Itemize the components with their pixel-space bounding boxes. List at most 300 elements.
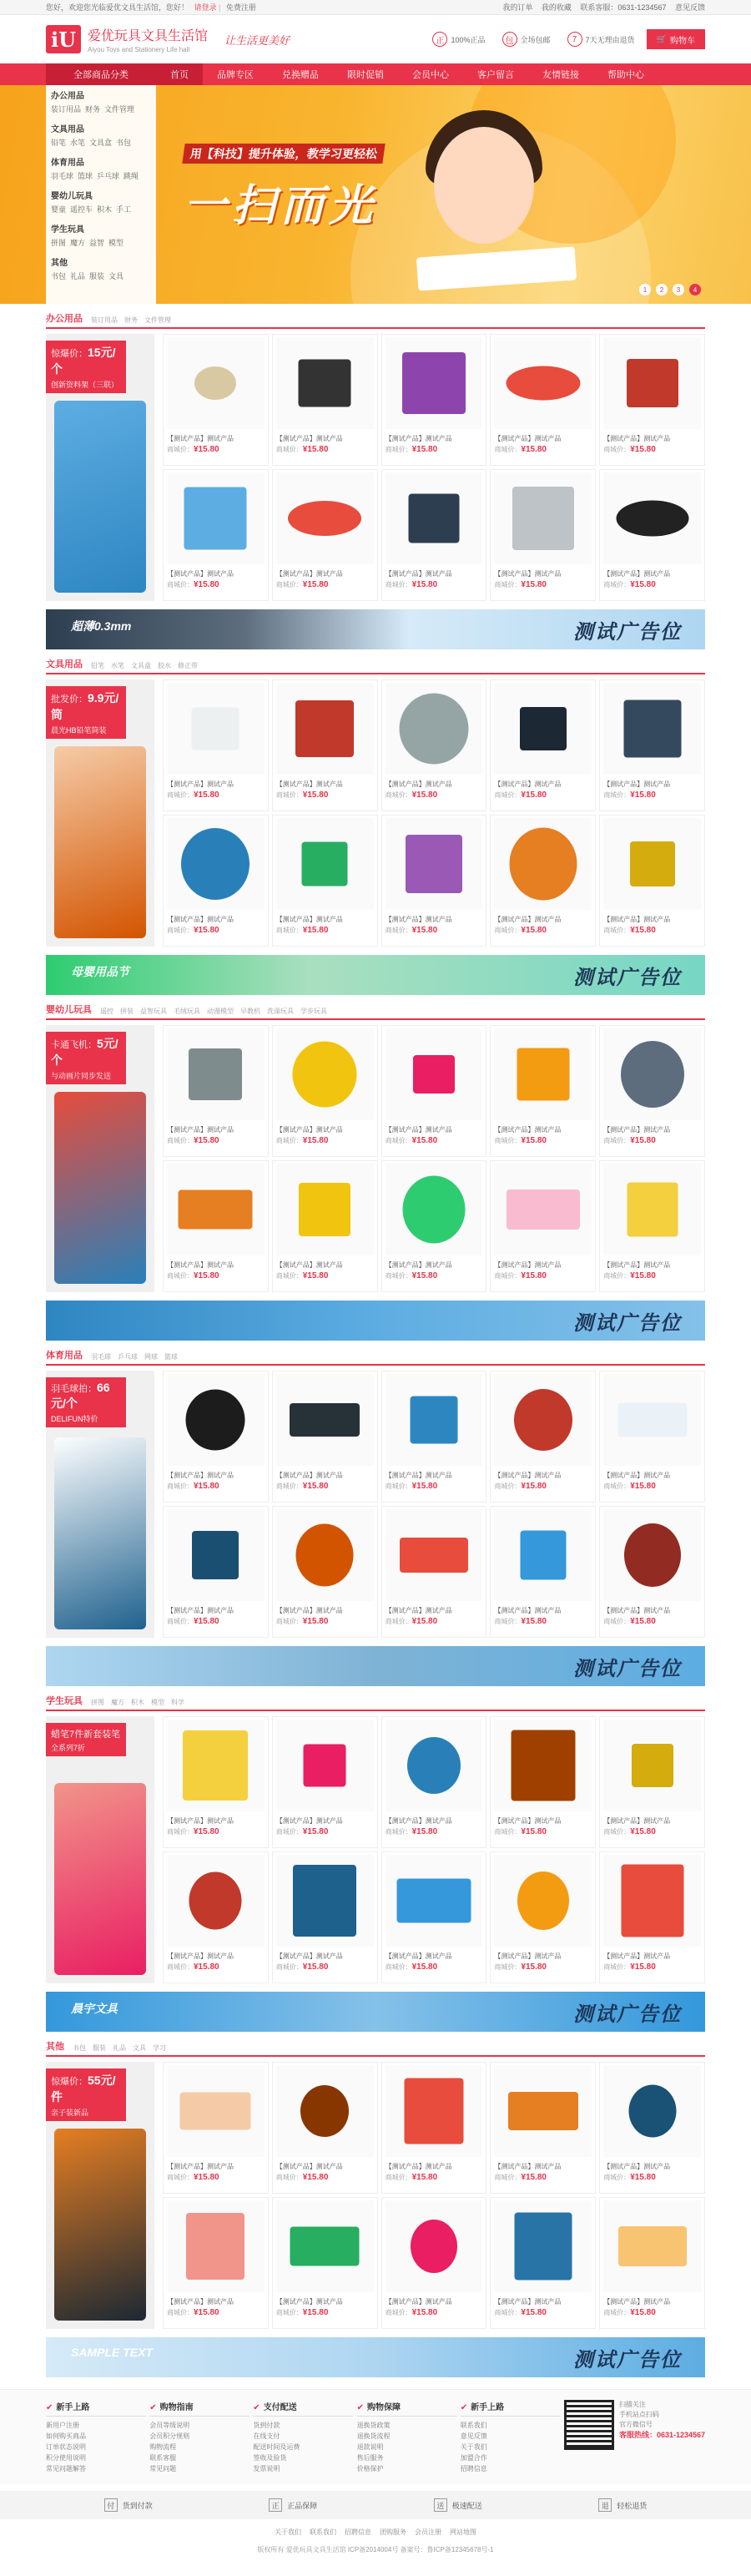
product-name[interactable]: 【测试产品】测试产品 [603,2298,671,2306]
product-image[interactable] [276,337,374,429]
service-link[interactable]: 关于我们 [460,2443,487,2451]
product-image[interactable] [603,472,701,564]
product-name[interactable]: 【测试产品】测试产品 [167,780,234,788]
product-name[interactable]: 【测试产品】测试产品 [603,1817,671,1825]
product-card[interactable] [272,815,378,947]
subcategory-link[interactable]: 积木 [131,1699,144,1706]
footer-link[interactable]: 团购服务 [380,2528,406,2536]
category-link[interactable]: 装订用品 [51,105,82,114]
product-image[interactable] [603,683,701,775]
subcategory-link[interactable]: 服装 [93,2044,106,2052]
product-name[interactable]: 【测试产品】测试产品 [275,780,343,788]
product-image[interactable] [167,472,265,564]
footer-link[interactable]: 联系我们 [310,2528,336,2536]
product-card[interactable] [381,1851,487,1983]
product-image[interactable] [494,472,592,564]
product-name[interactable]: 【测试产品】测试产品 [494,1261,562,1269]
category-link[interactable]: 书包 [51,272,67,280]
product-card[interactable] [490,1716,596,1848]
service-link[interactable]: 会员等级说明 [149,2422,190,2429]
product-card[interactable] [490,1851,596,1983]
product-card[interactable] [381,2197,487,2329]
category-title[interactable]: 其他 [51,259,68,268]
product-name[interactable]: 【测试产品】测试产品 [603,1126,671,1134]
product-name[interactable]: 【测试产品】测试产品 [494,1952,562,1960]
product-card[interactable] [490,1160,596,1292]
category-link[interactable]: 益智 [89,239,105,247]
product-image[interactable] [603,2200,701,2292]
product-image[interactable] [276,1164,374,1255]
service-link[interactable]: 退换货流程 [356,2432,391,2440]
product-image[interactable] [167,818,265,910]
product-card[interactable] [381,1025,487,1157]
service-link[interactable]: 常见问题 [149,2465,177,2472]
product-name[interactable]: 【测试产品】测试产品 [603,1607,671,1614]
ad-banner[interactable] [46,1646,705,1686]
product-card[interactable] [490,1506,596,1638]
category-link[interactable]: 服装 [89,272,105,280]
product-image[interactable] [276,472,374,564]
banner-dot[interactable]: 3 [673,284,684,295]
product-name[interactable]: 【测试产品】测试产品 [603,2163,671,2170]
product-card[interactable] [163,2197,269,2329]
footer-link[interactable]: 招聘信息 [345,2528,371,2536]
subcategory-link[interactable]: 模型 [151,1699,164,1706]
service-link[interactable]: 购物流程 [149,2443,177,2451]
footer-link[interactable]: 网站地图 [450,2528,476,2536]
service-link[interactable]: 常见问题解答 [46,2465,86,2472]
product-name[interactable]: 【测试产品】测试产品 [385,570,452,578]
product-name[interactable]: 【测试产品】测试产品 [385,435,452,442]
subcategory-link[interactable]: 文具盒 [131,662,151,669]
product-card[interactable] [272,1506,378,1638]
service-link[interactable]: 意见反馈 [460,2432,487,2440]
product-name[interactable]: 【测试产品】测试产品 [603,1472,671,1479]
product-card[interactable] [490,1025,596,1157]
subcategory-link[interactable]: 文件管理 [144,316,171,324]
section-promo[interactable] [46,334,154,601]
subcategory-link[interactable]: 遥控 [100,1008,113,1015]
product-name[interactable]: 【测试产品】测试产品 [385,1952,452,1960]
product-card[interactable] [381,1506,487,1638]
service-link[interactable]: 积分使用说明 [46,2454,86,2462]
product-name[interactable]: 【测试产品】测试产品 [167,1261,234,1269]
product-image[interactable] [603,1164,701,1255]
product-image[interactable] [386,683,483,775]
category-link[interactable]: 手工 [116,205,132,214]
subcategory-link[interactable]: 动漫模型 [207,1008,234,1015]
subcategory-link[interactable]: 科学 [171,1699,184,1706]
section-title[interactable]: 文具用品 [46,659,83,669]
product-card[interactable] [381,1371,487,1503]
product-name[interactable]: 【测试产品】测试产品 [385,1817,452,1825]
service-link[interactable]: 加盟合作 [460,2454,487,2462]
product-card[interactable] [163,1716,269,1848]
section-title[interactable]: 其他 [46,2042,64,2052]
product-card[interactable] [381,334,487,466]
product-card[interactable] [381,2062,487,2194]
nav-messages[interactable]: 客户留言 [477,70,514,80]
product-card[interactable] [599,1851,705,1983]
product-image[interactable] [167,1720,265,1811]
product-image[interactable] [167,1028,265,1120]
feedback-link[interactable]: 意见反馈 [674,3,705,12]
category-title[interactable]: 学生玩具 [51,225,84,235]
product-image[interactable] [494,1374,592,1466]
subcategory-link[interactable]: 财务 [124,316,138,324]
subcategory-link[interactable]: 文具 [133,2044,146,2052]
product-card[interactable] [272,469,378,601]
subcategory-link[interactable]: 学步玩具 [300,1008,327,1015]
product-card[interactable] [272,1716,378,1848]
product-card[interactable] [599,1371,705,1503]
product-image[interactable] [386,1028,483,1120]
section-title[interactable]: 学生玩具 [46,1696,83,1706]
product-card[interactable] [381,1716,487,1848]
category-link[interactable]: 婴童 [51,205,67,214]
product-card[interactable] [272,1160,378,1292]
product-card[interactable] [599,334,705,466]
product-card[interactable] [163,815,269,947]
section-title[interactable]: 办公用品 [46,314,83,324]
hero-banner[interactable] [0,85,751,304]
product-image[interactable] [386,2200,483,2292]
product-image[interactable] [167,683,265,775]
product-name[interactable]: 【测试产品】测试产品 [167,570,234,578]
banner-dot[interactable]: 1 [639,284,651,295]
service-link[interactable]: 签收及验货 [253,2454,287,2462]
product-image[interactable] [603,1855,701,1947]
ad-banner[interactable] [46,609,705,649]
service-link[interactable]: 如何购买商品 [46,2432,86,2440]
product-image[interactable] [386,1509,483,1601]
product-image[interactable] [494,1509,592,1601]
category-link[interactable]: 铅笔 [51,139,67,147]
product-image[interactable] [386,1720,483,1811]
category-title[interactable]: 婴幼儿玩具 [51,192,93,201]
subcategory-link[interactable]: 学习 [153,2044,166,2052]
product-card[interactable] [272,334,378,466]
section-title[interactable]: 体育用品 [46,1351,83,1361]
product-name[interactable]: 【测试产品】测试产品 [167,2298,234,2306]
product-image[interactable] [494,1028,592,1120]
subcategory-link[interactable]: 乒乓球 [118,1353,138,1361]
subcategory-link[interactable]: 修正带 [178,662,198,669]
product-name[interactable]: 【测试产品】测试产品 [275,1817,343,1825]
my-favorites-link[interactable]: 我的收藏 [541,3,572,12]
category-link[interactable]: 文件管理 [104,105,135,114]
product-card[interactable] [163,1160,269,1292]
product-card[interactable] [381,1160,487,1292]
service-link[interactable]: 发票说明 [253,2465,280,2472]
product-image[interactable] [494,337,592,429]
category-link[interactable]: 文具盒 [89,139,113,147]
subcategory-link[interactable]: 拼装 [120,1008,134,1015]
product-image[interactable] [167,1374,265,1466]
product-name[interactable]: 【测试产品】测试产品 [167,1607,234,1614]
category-link[interactable]: 遥控车 [70,205,93,214]
nav-help[interactable]: 帮助中心 [607,70,644,80]
service-link[interactable]: 会员积分规则 [149,2432,190,2440]
product-image[interactable] [603,1028,701,1120]
service-link[interactable]: 招聘信息 [460,2465,487,2472]
product-name[interactable]: 【测试产品】测试产品 [494,1126,562,1134]
nav-home[interactable]: 首页 [156,63,203,85]
product-image[interactable] [276,1855,374,1947]
product-name[interactable]: 【测试产品】测试产品 [167,1817,234,1825]
subcategory-link[interactable]: 毛绒玩具 [174,1008,200,1015]
ad-banner[interactable] [46,2337,705,2377]
category-link[interactable]: 水笔 [70,139,86,147]
category-title[interactable]: 体育用品 [51,159,84,168]
subcategory-link[interactable]: 胶水 [158,662,171,669]
footer-link[interactable]: 会员注册 [415,2528,441,2536]
product-name[interactable]: 【测试产品】测试产品 [385,780,452,788]
product-name[interactable]: 【测试产品】测试产品 [275,916,343,923]
register-link[interactable]: 免费注册 [225,3,256,12]
product-card[interactable] [490,469,596,601]
product-card[interactable] [272,2062,378,2194]
product-name[interactable]: 【测试产品】测试产品 [167,1126,234,1134]
subcategory-link[interactable]: 礼品 [113,2044,126,2052]
product-image[interactable] [603,2065,701,2157]
product-image[interactable] [494,683,592,775]
product-image[interactable] [276,2065,374,2157]
product-card[interactable] [163,2062,269,2194]
product-name[interactable]: 【测试产品】测试产品 [275,1952,343,1960]
product-image[interactable] [167,2065,265,2157]
product-name[interactable]: 【测试产品】测试产品 [603,780,671,788]
product-name[interactable]: 【测试产品】测试产品 [603,435,671,442]
product-image[interactable] [167,1164,265,1255]
product-name[interactable]: 【测试产品】测试产品 [385,2298,452,2306]
product-image[interactable] [276,1720,374,1811]
product-name[interactable]: 【测试产品】测试产品 [385,1607,452,1614]
nav-brands[interactable]: 品牌专区 [217,70,254,80]
category-link[interactable]: 书包 [116,139,132,147]
product-card[interactable] [163,679,269,811]
service-link[interactable]: 订单状态说明 [46,2443,86,2451]
footer-link[interactable]: 关于我们 [275,2528,301,2536]
product-card[interactable] [490,2197,596,2329]
product-name[interactable]: 【测试产品】测试产品 [494,2298,562,2306]
product-image[interactable] [167,2200,265,2292]
product-image[interactable] [494,2200,592,2292]
category-link[interactable]: 乒乓球 [97,172,120,180]
subcategory-link[interactable]: 早教机 [240,1008,260,1015]
product-name[interactable]: 【测试产品】测试产品 [385,2163,452,2170]
section-promo[interactable] [46,1371,154,1638]
product-name[interactable]: 【测试产品】测试产品 [494,570,562,578]
service-link[interactable]: 退款说明 [356,2443,384,2451]
category-link[interactable]: 财务 [85,105,101,114]
service-link[interactable]: 配送时间及运费 [253,2443,300,2451]
nav-member[interactable]: 会员中心 [412,70,449,80]
product-name[interactable]: 【测试产品】测试产品 [494,916,562,923]
product-card[interactable] [599,679,705,811]
nav-promotions[interactable]: 限时促销 [347,70,384,80]
logo[interactable]: iU [46,25,81,53]
product-card[interactable] [163,1371,269,1503]
product-card[interactable] [599,2062,705,2194]
product-name[interactable]: 【测试产品】测试产品 [385,916,452,923]
product-card[interactable] [381,469,487,601]
service-link[interactable]: 联系我们 [460,2422,487,2429]
product-card[interactable] [599,1506,705,1638]
category-link[interactable]: 跳绳 [123,172,139,180]
category-link[interactable]: 魔方 [70,239,86,247]
product-name[interactable]: 【测试产品】测试产品 [494,2163,562,2170]
product-image[interactable] [386,337,483,429]
product-name[interactable]: 【测试产品】测试产品 [275,570,343,578]
ad-banner[interactable] [46,1992,705,2032]
product-image[interactable] [494,1720,592,1811]
product-card[interactable] [599,1160,705,1292]
ad-banner[interactable] [46,955,705,995]
login-link[interactable]: 请登录 [194,3,217,12]
product-image[interactable] [276,1374,374,1466]
product-image[interactable] [386,472,483,564]
subcategory-link[interactable]: 装订用品 [91,316,118,324]
service-link[interactable]: 售后服务 [356,2454,384,2462]
all-categories-button[interactable]: 全部商品分类 [46,63,156,85]
service-link[interactable]: 价格保护 [356,2465,384,2472]
product-card[interactable] [599,1025,705,1157]
service-phone-link[interactable]: 联系客服：0631-1234567 [580,3,667,12]
product-image[interactable] [603,1374,701,1466]
product-image[interactable] [494,818,592,910]
subcategory-link[interactable]: 拼图 [91,1699,104,1706]
subcategory-link[interactable]: 铅笔 [91,662,104,669]
product-image[interactable] [386,1374,483,1466]
product-name[interactable]: 【测试产品】测试产品 [167,2163,234,2170]
product-name[interactable]: 【测试产品】测试产品 [603,916,671,923]
product-name[interactable]: 【测试产品】测试产品 [167,1952,234,1960]
category-link[interactable]: 积木 [97,205,113,214]
product-image[interactable] [167,1509,265,1601]
category-link[interactable]: 模型 [108,239,124,247]
product-image[interactable] [603,1509,701,1601]
product-card[interactable] [272,1371,378,1503]
product-name[interactable]: 【测试产品】测试产品 [385,1472,452,1479]
category-link[interactable]: 羽毛球 [51,172,74,180]
product-image[interactable] [603,337,701,429]
product-card[interactable] [381,815,487,947]
nav-gifts[interactable]: 兑换赠品 [282,70,319,80]
service-link[interactable]: 联系客服 [149,2454,177,2462]
subcategory-link[interactable]: 篮球 [164,1353,178,1361]
category-title[interactable]: 办公用品 [51,92,84,101]
product-card[interactable] [163,469,269,601]
product-name[interactable]: 【测试产品】测试产品 [275,1472,343,1479]
product-name[interactable]: 【测试产品】测试产品 [275,2298,343,2306]
product-image[interactable] [386,1164,483,1255]
banner-dot[interactable]: 4 [689,284,701,295]
nav-links[interactable]: 友情链接 [542,70,579,80]
product-image[interactable] [167,337,265,429]
ad-banner[interactable] [46,1301,705,1341]
cart-button[interactable] [647,29,705,49]
product-name[interactable]: 【测试产品】测试产品 [167,1472,234,1479]
product-card[interactable] [599,2197,705,2329]
category-link[interactable]: 文具 [108,272,124,280]
banner-dot[interactable]: 2 [656,284,668,295]
subcategory-link[interactable]: 书包 [73,2044,86,2052]
product-name[interactable]: 【测试产品】测试产品 [167,435,234,442]
section-promo[interactable] [46,1025,154,1292]
category-link[interactable]: 拼图 [51,239,67,247]
product-image[interactable] [386,2065,483,2157]
product-name[interactable]: 【测试产品】测试产品 [494,1607,562,1614]
my-orders-link[interactable]: 我的订单 [502,3,533,12]
product-name[interactable]: 【测试产品】测试产品 [603,1261,671,1269]
product-image[interactable] [167,1855,265,1947]
product-card[interactable] [272,1025,378,1157]
product-image[interactable] [494,2065,592,2157]
section-promo[interactable] [46,2062,154,2329]
product-card[interactable] [163,1506,269,1638]
product-card[interactable] [490,2062,596,2194]
product-card[interactable] [490,679,596,811]
product-card[interactable] [599,1716,705,1848]
product-card[interactable] [272,679,378,811]
subcategory-link[interactable]: 网球 [144,1353,158,1361]
product-name[interactable]: 【测试产品】测试产品 [603,1952,671,1960]
product-name[interactable]: 【测试产品】测试产品 [603,570,671,578]
category-link[interactable]: 篮球 [78,172,93,180]
product-card[interactable] [381,679,487,811]
service-link[interactable]: 货到付款 [253,2422,280,2429]
product-name[interactable]: 【测试产品】测试产品 [275,1126,343,1134]
category-link[interactable]: 礼品 [70,272,86,280]
product-card[interactable] [490,334,596,466]
product-name[interactable]: 【测试产品】测试产品 [275,2163,343,2170]
product-card[interactable] [599,815,705,947]
product-card[interactable] [272,1851,378,1983]
section-promo[interactable] [46,1716,154,1983]
product-name[interactable]: 【测试产品】测试产品 [385,1126,452,1134]
product-card[interactable] [599,469,705,601]
section-promo[interactable] [46,679,154,947]
product-image[interactable] [494,1164,592,1255]
product-image[interactable] [276,1509,374,1601]
service-link[interactable]: 新用户注册 [46,2422,79,2429]
product-card[interactable] [490,1371,596,1503]
section-title[interactable]: 婴幼儿玩具 [46,1005,92,1015]
product-image[interactable] [386,1855,483,1947]
product-image[interactable] [276,1028,374,1120]
subcategory-link[interactable]: 羽毛球 [91,1353,111,1361]
product-image[interactable] [603,1720,701,1811]
service-link[interactable]: 在线支付 [253,2432,280,2440]
product-image[interactable] [494,1855,592,1947]
product-name[interactable]: 【测试产品】测试产品 [167,916,234,923]
product-name[interactable]: 【测试产品】测试产品 [494,1472,562,1479]
product-card[interactable] [163,334,269,466]
product-name[interactable]: 【测试产品】测试产品 [494,435,562,442]
service-link[interactable]: 退换货政策 [356,2422,391,2429]
product-card[interactable] [163,1025,269,1157]
subcategory-link[interactable]: 水笔 [111,662,124,669]
product-image[interactable] [276,2200,374,2292]
product-image[interactable] [386,818,483,910]
product-card[interactable] [272,2197,378,2329]
product-image[interactable] [603,818,701,910]
subcategory-link[interactable]: 魔方 [111,1699,124,1706]
product-image[interactable] [276,818,374,910]
product-name[interactable]: 【测试产品】测试产品 [385,1261,452,1269]
product-image[interactable] [276,683,374,775]
